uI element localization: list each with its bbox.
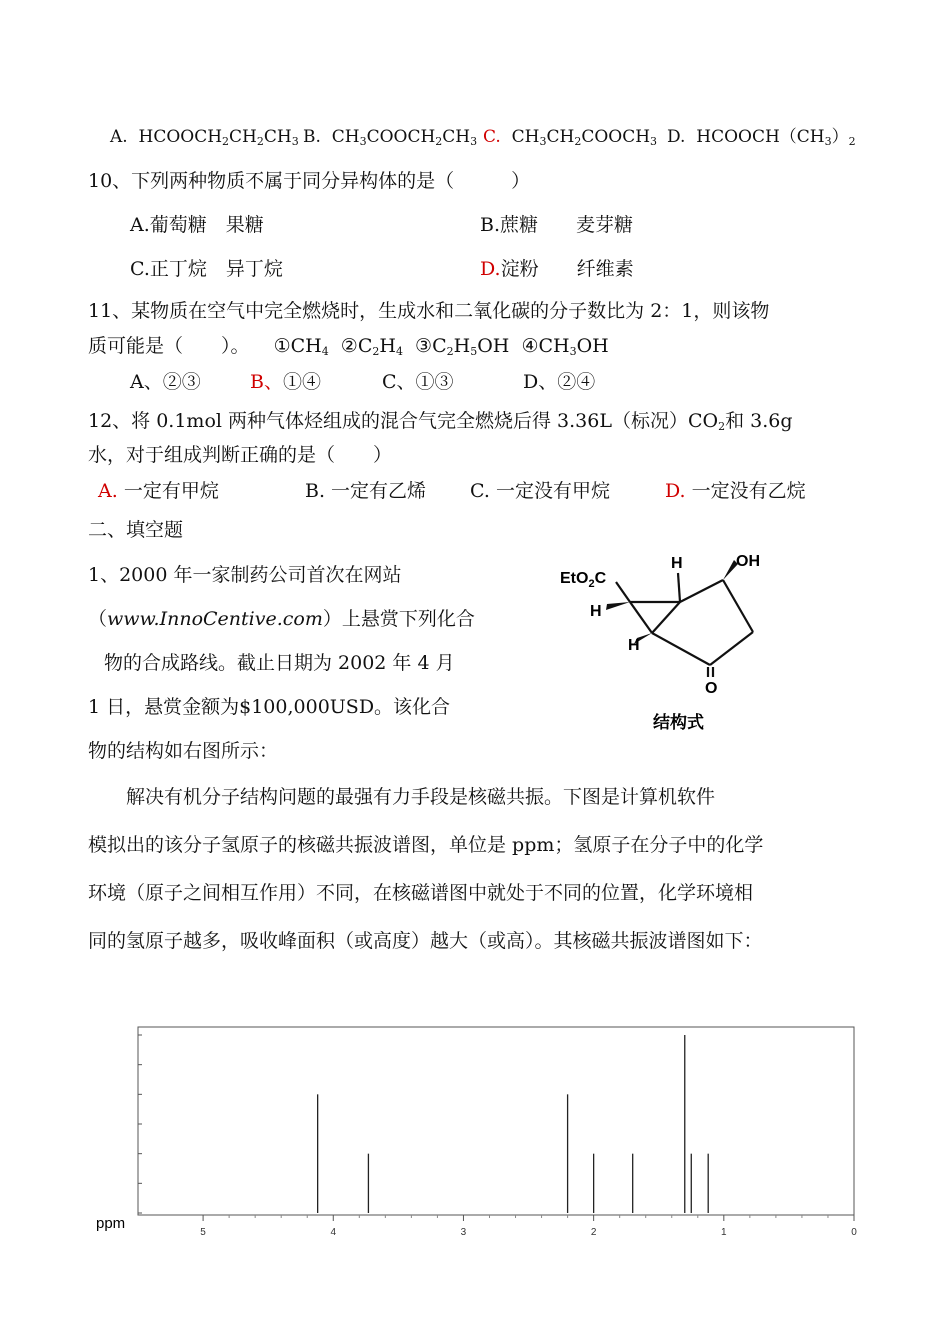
h-bottom-label: H <box>628 637 640 654</box>
t: 2 <box>718 420 726 433</box>
x-tick-label: 4 <box>330 1227 337 1238</box>
x-tick-label: 2 <box>590 1227 597 1238</box>
chart-frame <box>138 1027 854 1215</box>
q9-option-d <box>667 124 856 150</box>
x-tick-label: 3 <box>460 1227 467 1238</box>
option-text: ①④ <box>282 371 321 393</box>
option-text: 一定有甲烷 <box>123 480 219 502</box>
c: OH <box>477 335 510 357</box>
formula <box>506 127 657 147</box>
q11-choices <box>274 335 609 357</box>
c: ③C <box>415 335 447 357</box>
q9-option-b <box>303 124 477 150</box>
fill1-line2 <box>88 606 475 632</box>
f: COOCH <box>581 127 651 147</box>
c: 3 <box>569 345 577 358</box>
c: 4 <box>321 345 329 358</box>
option-label: D. <box>667 127 686 147</box>
t: 12、将 0.1mol 两种气体烃组成的混合气完全燃烧后得 3.36L（标况）CO <box>88 410 719 432</box>
f: 2 <box>222 135 230 148</box>
c: 4 <box>395 345 403 358</box>
q9-option-a <box>110 124 299 150</box>
f: 2 <box>435 135 443 148</box>
f: 3 <box>359 135 367 148</box>
q12-option-b: B. 一定有乙烯 <box>305 480 427 502</box>
option-text: 淀粉 纤维素 <box>500 258 634 280</box>
f: CH <box>511 127 540 147</box>
fill1-line4: 1 日，悬赏金额为$100,000USD。该化合 <box>88 696 451 718</box>
option-text: 一定没有乙烷 <box>691 480 806 502</box>
paragraph-line: 环境（原子之间相互作用）不同，在核磁谱图中就处于不同的位置，化学环境相 <box>88 882 754 904</box>
f: 3 <box>650 135 658 148</box>
formula <box>133 127 299 147</box>
option-label: C. <box>483 127 501 147</box>
q12-stem-line1 <box>88 408 793 434</box>
structure-caption: 结构式 <box>653 713 704 732</box>
h-top-label: H <box>671 555 683 572</box>
q10-option-b: B.蔗糖 麦芽糖 <box>480 214 634 236</box>
f: CH <box>546 127 575 147</box>
x-tick-label: 1 <box>721 1227 727 1238</box>
website-url: www.InnoCentive.com <box>107 608 323 630</box>
f: 2 <box>256 135 264 148</box>
option-label: B. <box>303 127 321 147</box>
q10-stem: 10、下列两种物质不属于同分异构体的是（ ） <box>88 170 531 192</box>
f: 3 <box>824 135 832 148</box>
q11-option-d: D、②④ <box>523 371 596 393</box>
q10-option-d <box>480 256 634 282</box>
x-tick-label: 0 <box>851 1227 857 1238</box>
q12-option-d <box>665 478 806 504</box>
option-label: D. <box>665 480 686 502</box>
f: 2 <box>848 135 856 148</box>
q9-option-c <box>483 124 657 150</box>
q10-option-c: C.正丁烷 异丁烷 <box>130 258 283 280</box>
f: 2 <box>574 135 582 148</box>
t: 和 3.6g <box>725 410 793 432</box>
q12-stem-line2: 水，对于组成判断正确的是（ ） <box>88 444 393 466</box>
q11-option-b <box>250 369 321 395</box>
c: 2 <box>372 345 380 358</box>
nmr-spectrum-chart <box>92 1025 872 1245</box>
fill1-line5: 物的结构如右图所示： <box>88 740 279 762</box>
body-paragraph <box>88 773 868 965</box>
c: 2 <box>446 345 454 358</box>
paragraph-line: 模拟出的该分子氢原子的核磁共振波谱图，单位是 ppm；氢原子在分子中的化学 <box>88 834 764 856</box>
q10-option-a: A.葡萄糖 果糖 <box>130 214 264 236</box>
formula <box>691 127 856 147</box>
c: ①CH <box>273 335 322 357</box>
q11-option-a: A、②③ <box>130 371 201 393</box>
q12-option-a <box>98 478 219 504</box>
f: 3 <box>470 135 478 148</box>
c: ④CH <box>521 335 570 357</box>
c: H <box>453 335 471 357</box>
option-label: A. <box>98 480 118 502</box>
option-label: D. <box>480 258 501 280</box>
fill1-line1: 1、2000 年一家制药公司首次在网站 <box>88 564 402 586</box>
f: 3 <box>539 135 547 148</box>
hydroxyl-label: OH <box>736 553 760 570</box>
section-heading: 二、填空题 <box>88 519 184 541</box>
option-label: B、 <box>250 371 283 393</box>
f: 3 <box>291 135 299 148</box>
f: CH <box>331 127 360 147</box>
x-tick-label: 5 <box>200 1227 206 1238</box>
option-label: A. <box>110 127 128 147</box>
f: CH <box>229 127 257 147</box>
t: ）上悬赏下列化合 <box>322 608 475 630</box>
q11-stem-line1: 11、某物质在空气中完全燃烧时，生成水和二氧化碳的分子数比为 2：1，则该物 <box>88 300 770 322</box>
c: H <box>379 335 396 357</box>
t: （ <box>88 608 108 630</box>
paragraph-line: 同的氢原子越多，吸收峰面积（或高度）越大（或高）。其核磁共振波谱图如下： <box>88 930 763 952</box>
ester-group-label: EtO$_2$C <box>560 570 607 590</box>
carbonyl-oxygen-label: O <box>705 680 718 697</box>
h-left-label: H <box>590 603 602 620</box>
c: OH <box>576 335 609 357</box>
f: COOCH <box>366 127 436 147</box>
c: ②C <box>340 335 373 357</box>
structure-diagram <box>548 540 798 740</box>
fill1-line3: 物的合成路线。截止日期为 2002 年 4 月 <box>104 652 455 674</box>
f: ） <box>831 127 849 147</box>
stem-text: 质可能是（ ）。 <box>88 335 250 357</box>
f: CH <box>263 127 292 147</box>
paragraph-line: 解决有机分子结构问题的最强有力手段是核磁共振。下图是计算机软件 <box>88 786 716 808</box>
formula <box>326 127 477 147</box>
x-axis-label: ppm <box>96 1215 126 1232</box>
f: HCOOCH（CH <box>696 127 825 147</box>
q11-stem-line2 <box>88 333 609 359</box>
f: CH <box>442 127 471 147</box>
q12-option-c: C. 一定没有甲烷 <box>470 480 610 502</box>
q11-option-c: C、①③ <box>382 371 454 393</box>
c: 5 <box>470 345 478 358</box>
f: HCOOCH <box>138 127 223 147</box>
